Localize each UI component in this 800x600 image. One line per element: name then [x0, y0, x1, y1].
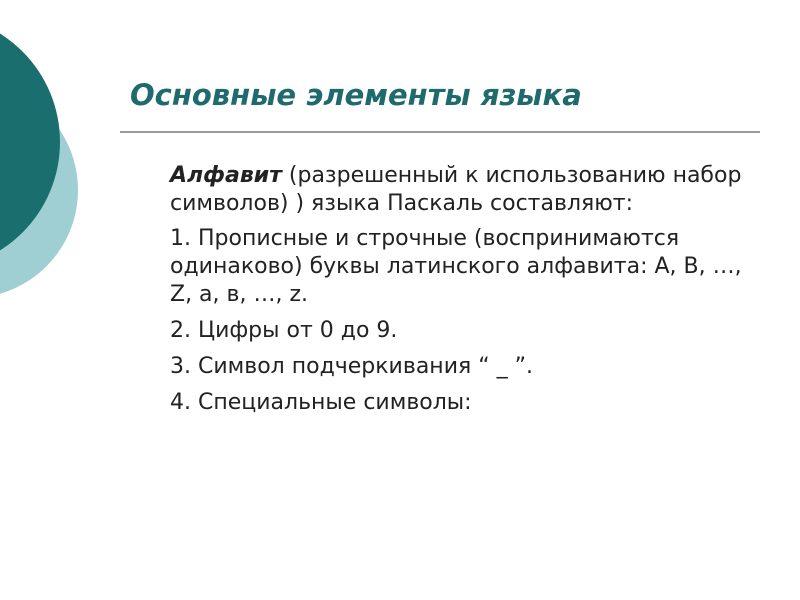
slide-body [160, 162, 760, 425]
title-divider [120, 131, 760, 133]
list-item: 3. Символ подчеркивания “ _ ”. [170, 354, 533, 379]
page-title: Основные элементы языка [130, 78, 582, 112]
decorative-circles [0, 0, 160, 330]
intro-paragraph [160, 162, 760, 218]
list-item: 4. Специальные символы: [170, 390, 472, 415]
list-item: 1. Прописные и строчные (воспринимаются одинаково) буквы латинского алфавита: A, B, …, Z, a, в, …, z. [170, 226, 742, 307]
intro-text: (разрешенный к использованию набор символов) ) языка Паскаль составляют: [170, 163, 742, 216]
alphabet-term: Алфавит [170, 163, 282, 188]
list-item: 2. Цифры от 0 до 9. [170, 318, 398, 343]
